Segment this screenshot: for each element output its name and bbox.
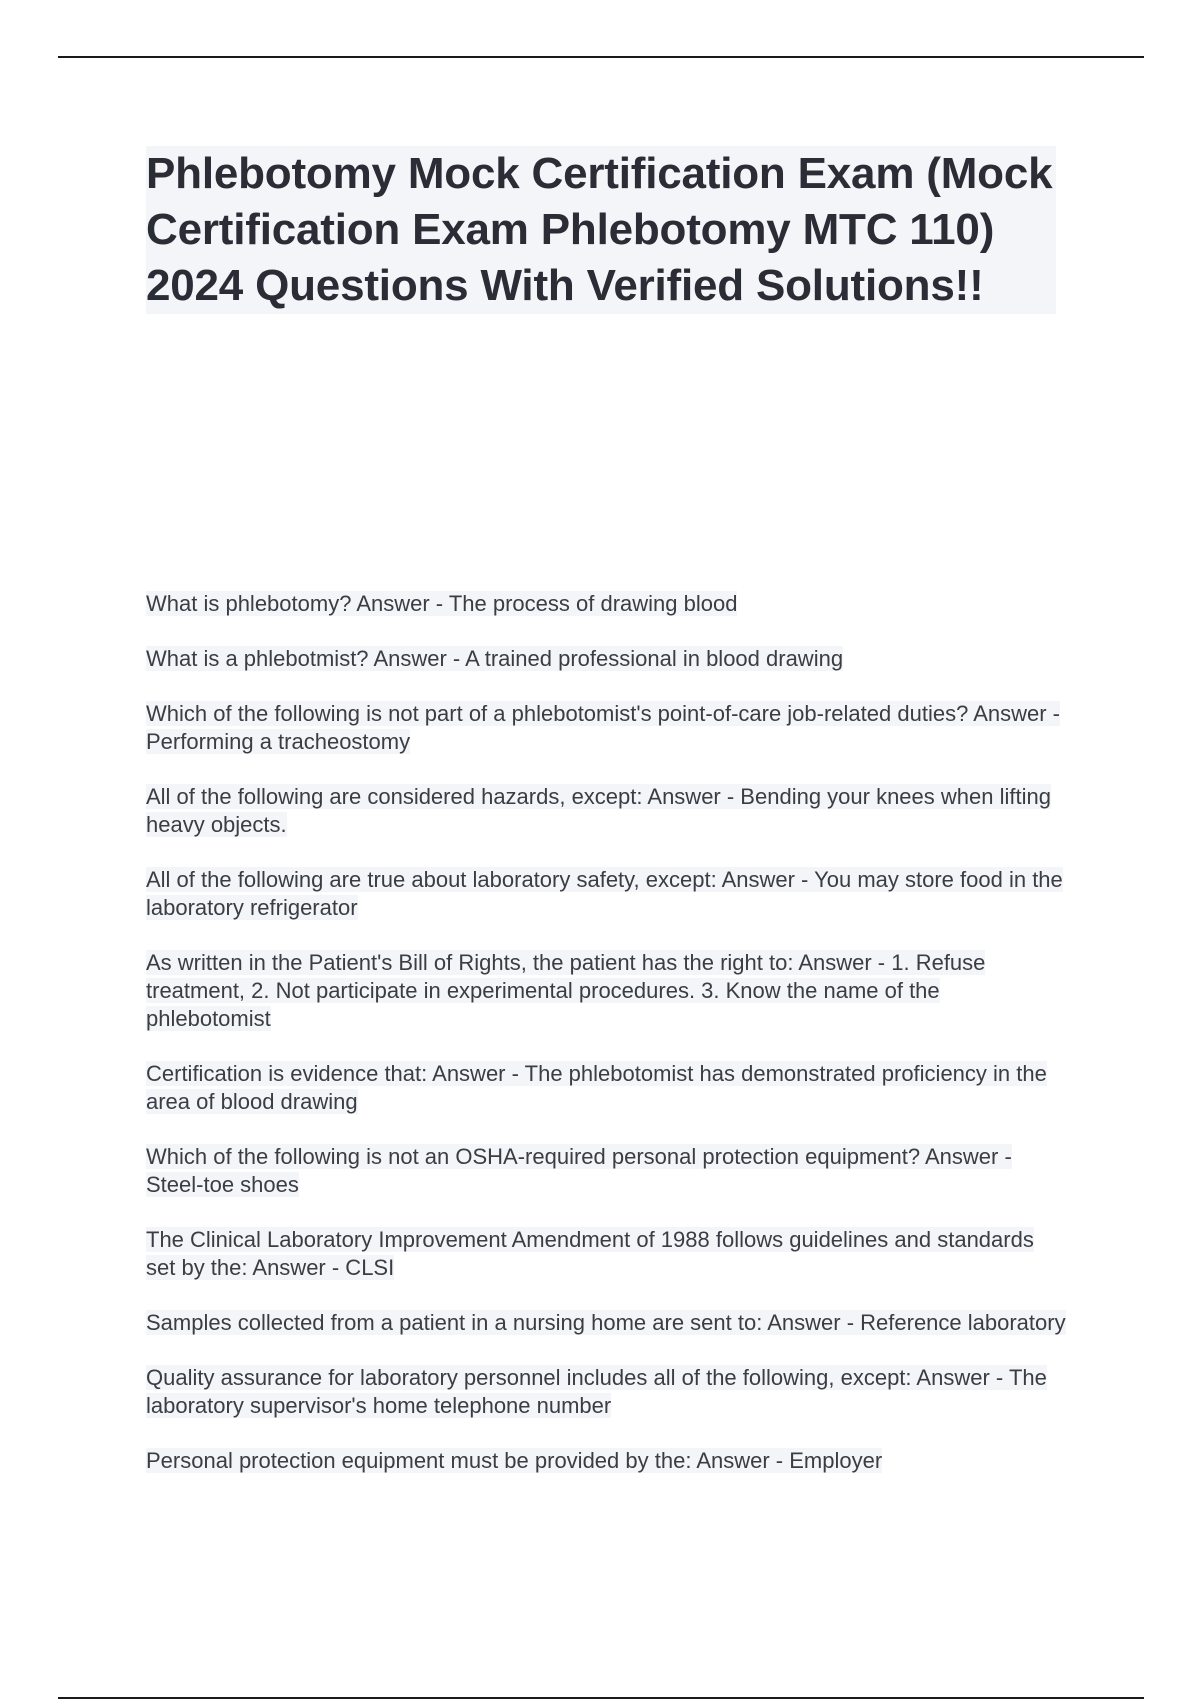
qa-item — [146, 1143, 1066, 1199]
qa-item — [146, 645, 1066, 673]
qa-item — [146, 590, 1066, 618]
qa-text: The Clinical Laboratory Improvement Amendment of 1988 follows guidelines and standards set by the: Answer - CLSI — [146, 1227, 1034, 1280]
document-title: Phlebotomy Mock Certification Exam (Mock Certification Exam Phlebotomy MTC 110) 2024 Questions With Verified Solutions!! — [146, 149, 1053, 310]
qa-item — [146, 1226, 1066, 1282]
top-rule — [58, 56, 1144, 58]
qa-item — [146, 1309, 1066, 1337]
qa-item — [146, 1447, 1066, 1475]
qa-item — [146, 700, 1066, 756]
qa-text: As written in the Patient's Bill of Rights, the patient has the right to: Answer - 1. Refuse treatment, 2. Not participate in experimental procedures. 3. Know the name of the phlebotomist — [146, 950, 986, 1031]
title-block — [146, 146, 1056, 314]
qa-text: Quality assurance for laboratory personnel includes all of the following, except: Answer - The laboratory supervisor's home telephone number — [146, 1365, 1047, 1418]
qa-text: What is a phlebotmist? Answer - A trained professional in blood drawing — [146, 646, 844, 671]
qa-text: Which of the following is not part of a phlebotomist's point-of-care job-related duties? Answer - Performing a tracheostomy — [146, 701, 1060, 754]
qa-text: All of the following are considered hazards, except: Answer - Bending your knees when lifting heavy objects. — [146, 784, 1051, 837]
qa-text: All of the following are true about laboratory safety, except: Answer - You may store food in the laboratory refrigerator — [146, 867, 1063, 920]
qa-item — [146, 949, 1066, 1033]
qa-text: Samples collected from a patient in a nursing home are sent to: Answer - Reference laboratory — [146, 1310, 1066, 1335]
qa-list — [146, 590, 1066, 1502]
qa-item — [146, 1060, 1066, 1116]
qa-text: Personal protection equipment must be provided by the: Answer - Employer — [146, 1448, 883, 1473]
qa-text: Which of the following is not an OSHA-required personal protection equipment? Answer - Steel-toe shoes — [146, 1144, 1012, 1197]
qa-item — [146, 866, 1066, 922]
qa-item — [146, 1364, 1066, 1420]
qa-text: What is phlebotomy? Answer - The process of drawing blood — [146, 591, 738, 616]
bottom-rule — [58, 1697, 1144, 1699]
qa-item — [146, 783, 1066, 839]
qa-text: Certification is evidence that: Answer - The phlebotomist has demonstrated proficiency in the area of blood drawing — [146, 1061, 1047, 1114]
